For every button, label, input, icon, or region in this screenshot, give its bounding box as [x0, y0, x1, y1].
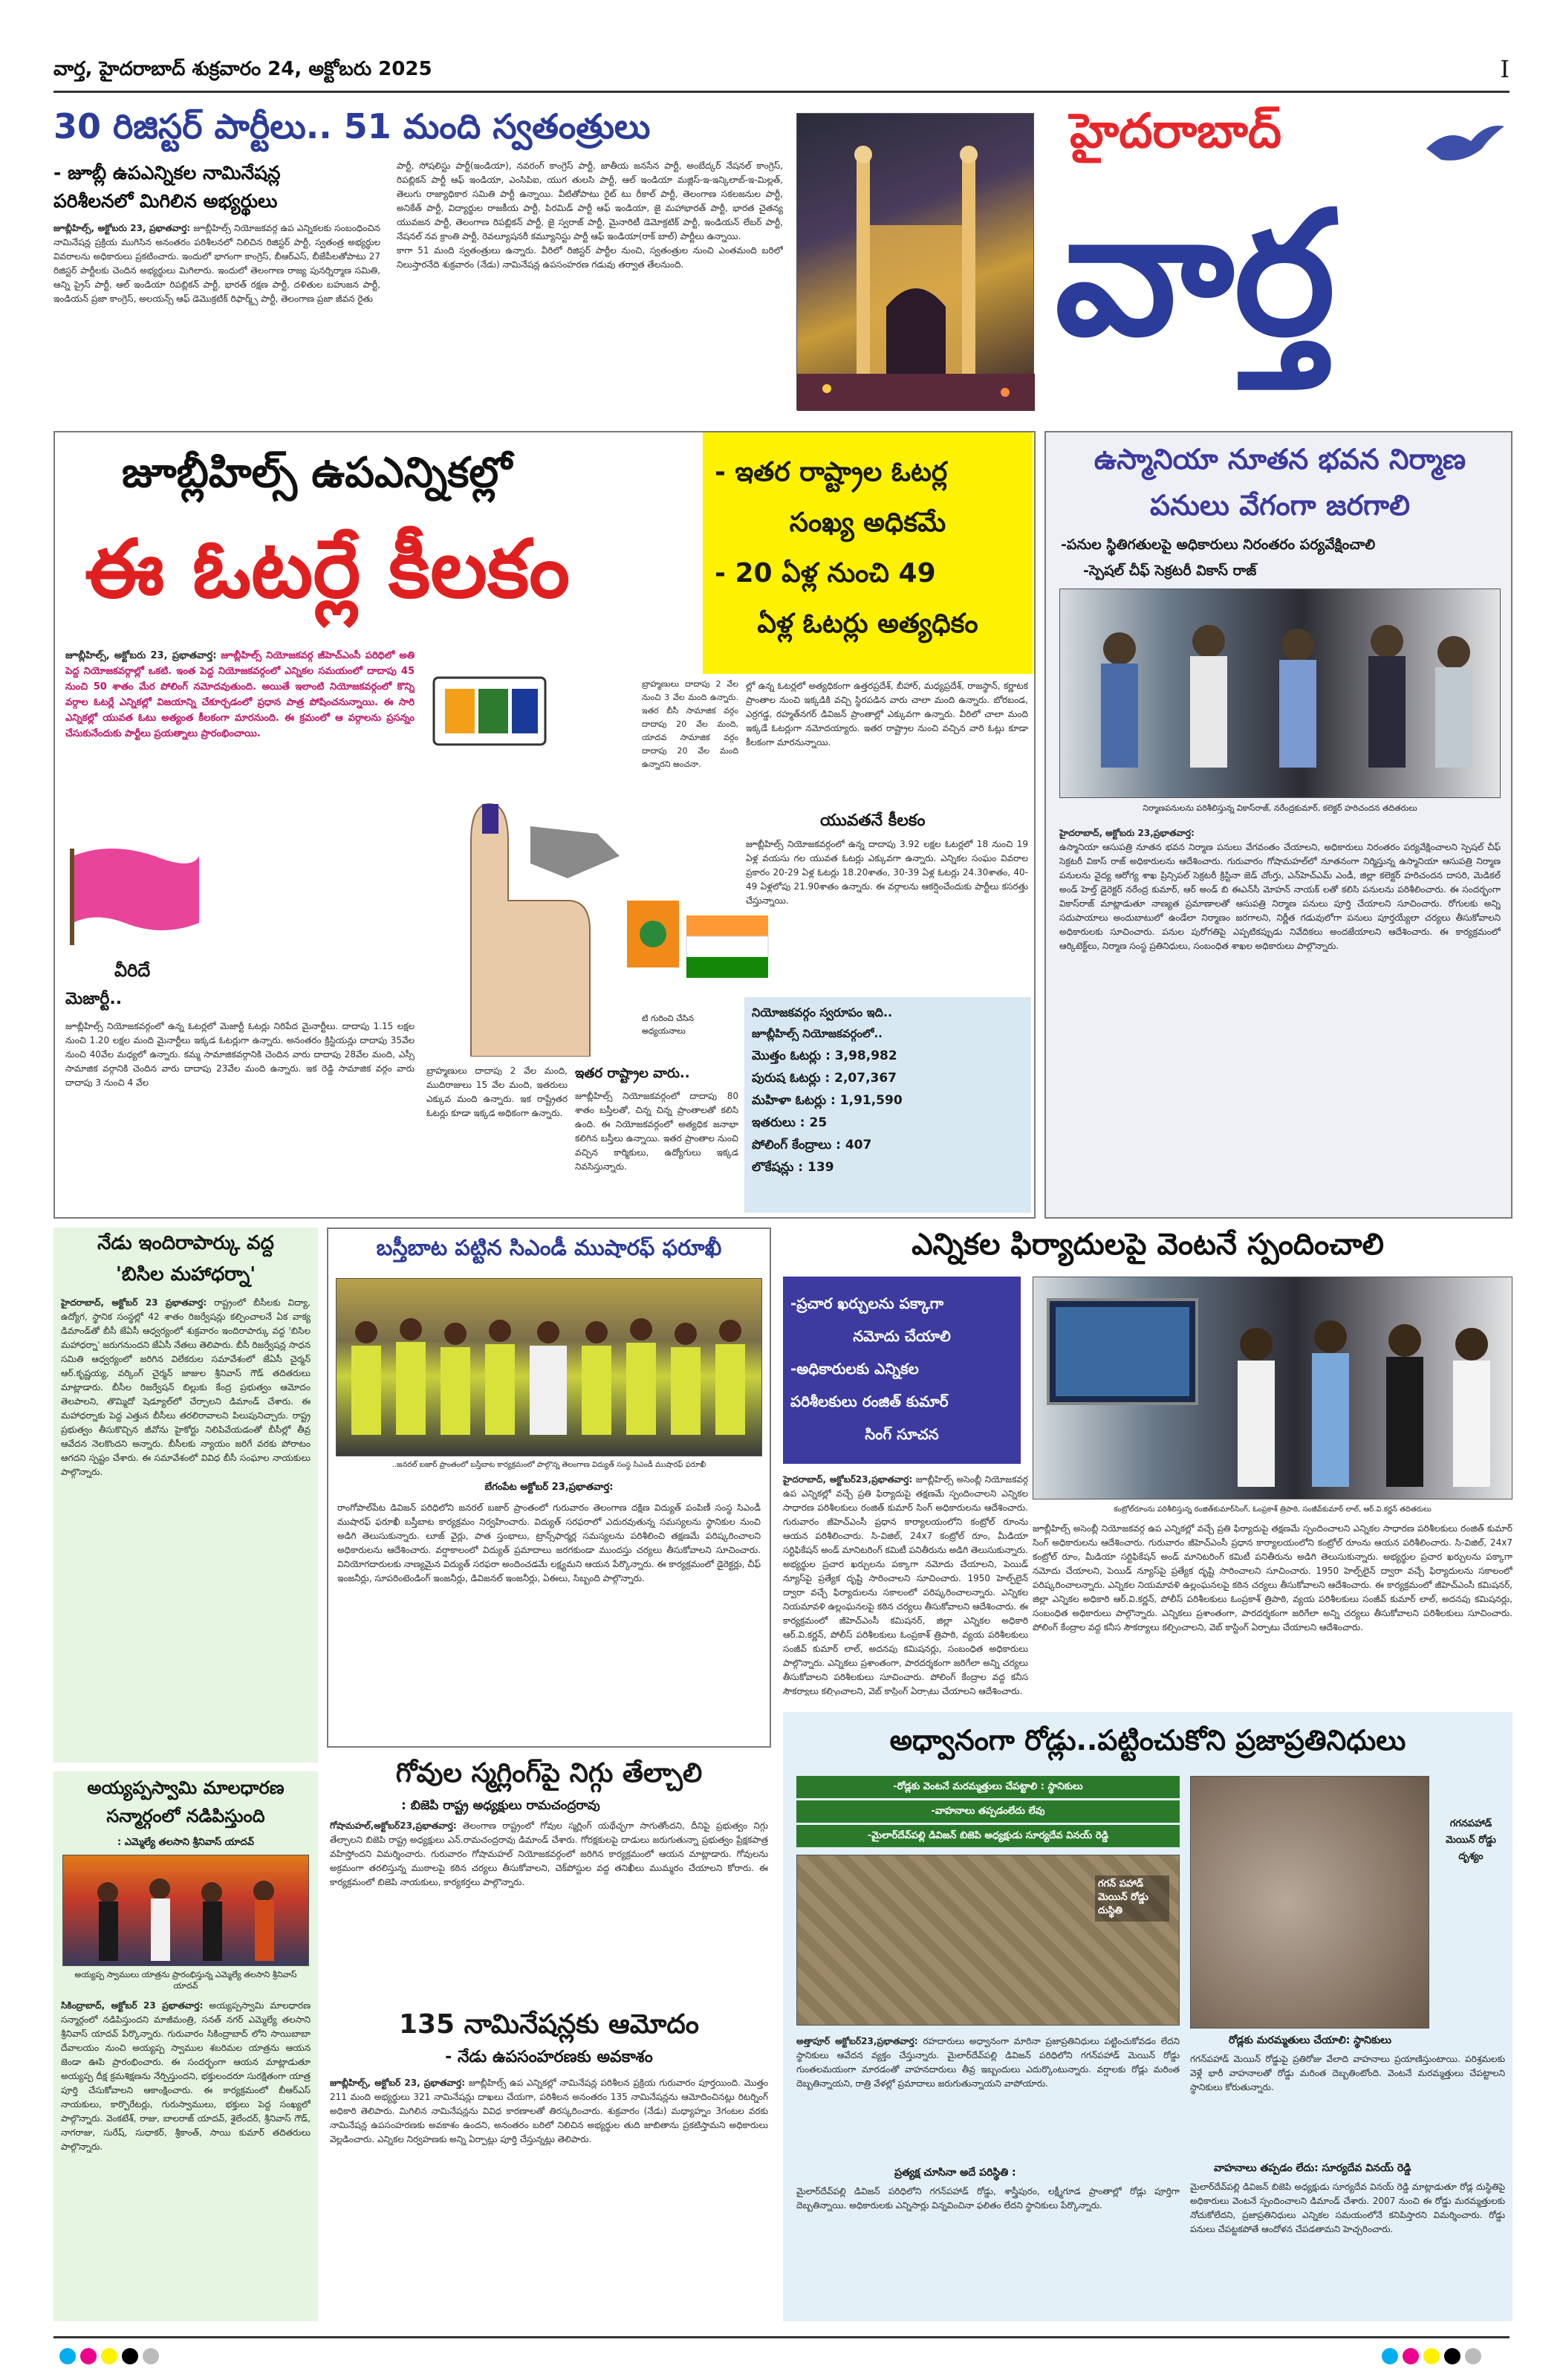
story2-subhead-other: ఇతర రాష్ట్రాల వారు..: [575, 1066, 690, 1081]
story3-headline1: ఉస్మానియా నూతన భవన నిర్మాణ: [1094, 443, 1466, 476]
story-election-complaints: [783, 1228, 1512, 1703]
story10-subhead2: రోడ్లకు మరమ్మతులు చేయాలి: స్థానికులు: [1229, 2034, 1391, 2046]
story1-headline: 30 రిజిస్టర్ పార్టీలు.. 51 మంది స్వతంత్రులు: [53, 106, 651, 146]
story-bad-roads: [783, 1712, 1512, 2321]
story10-body4: మైలార్‌దేవ్‌పల్లి డివిజన్ బిజెపి అధ్యక్షుడు సూర్యదేవ వినయ్ రెడ్డి మాట్లాడుతూ రోడ్ల దుస్థితిపై అధికారులు వెంటనే స్పందించాలని డిమాండ్ చేశారు. 2007 నుంచి ఈ రోడ్డు మరమ్మత్తులకు నోచుకోలేదని, ప్రజాప్రతినిధులు ఎన్నికల సమయంలోనే కనిపిస్తారని విమర్శించారు. రోడ్డు పనులు చేపట్టకపోతే ఆందోళన చేపడతామని హెచ్చరించారు.: [1190, 2182, 1505, 2234]
charminar-illustration: [797, 114, 1035, 411]
stats-row: పురుష ఓటర్లు : 2,07,367: [752, 1071, 897, 1086]
story1-col2: పార్టీ, సోషలిస్టు పార్టీ(ఇండియా), నవరంగ్ కాంగ్రెస్ పార్టీ, జాతీయ జనసేన పార్టీ, అంబేద్కర్ నేషనల్ కాంగ్రెస్, రిపబ్లికన్ పార్టీ ఆఫ్ ఇండియా, ఎంసిపిఐ, యుగ తులసి పార్టీ, ఆల్ ఇండియా మజ్లిస్-ఇ-ఇన్కిలాబ్-ఇ-మిల్లత్, తెలుగు రాజ్యాధికార సమితి పార్టీ ఉన్నాయి. వీటితోపాటు రైట్ టు రీకాల్ పార్టీ, తెలంగాణ సకలజనుల పార్టీ, అనికేత్ పార్టీ, విద్యార్థుల రాజకీయ పార్టీ, పిరమిడ్ పార్టీ ఆఫ్ ఇండియా, జై మహాభారత్ పార్టీ, భారత చైతన్య యువజన పార్టీ, తెలంగాణ రిపబ్లికన్ పార్టీ, జై స్వరాజ్ పార్టీ, మైనారిటీ డెమోక్రటిక్ పార్టీ, ఇండియన్ లేబర్ పార్టీ, నేషనల్ నవ క్రాంతి పార్టీ, రెవల్యూషనరీ కమ్యూనిస్టు పార్టీ ఆఫ్ ఇండియా(రాక్ బాల్) పార్టీలు ఉన్నాయి. కాగా 51 మంది స్వతంత్రులు ఉన్నారు. వీరిలో రిజిస్టర్ పార్టీల నుంచి, స్వతంత్రుల నుంచి ఎంతమంది బరిలో నిలుస్తారనేది శుక్రవారం (నేడు) నామినేషన్ల ఉపసంహరణ గడువు తర్వాత తేలనుంది.: [397, 160, 783, 270]
voting-graphic: [419, 655, 627, 1057]
story4-headline1: నేడు ఇందిరాపార్కు వద్ద: [97, 1232, 274, 1254]
reg-mark-yellow: [101, 2348, 117, 2364]
story10-tag-box: -రోడ్లకు వెంటనే మరమ్మత్తులు చేపట్టాలి : స్థానికులు -వాహనాలు తప్పడంలేదు లేవు -మైలార్‌దేవ్‌పల్లి డివిజన్ బిజెపి అధ్యక్షుడు సూర్యదేవ వినయ్ రెడ్డి: [796, 1776, 1180, 1849]
story-nominations: [327, 2006, 771, 2321]
story1-col1: జూబ్లీహిల్స్, అక్టోబరు 23, ప్రభాతవార్త: జూబ్లీహిల్స్ నియోజకవర్గ ఉప ఎన్నికలకు సంబంధించిన నామినేషన్ల ప్రక్రియ ముగిసిన అనంతరం పరిశీలనలో నిలిచిన రిజిస్టర్ పార్టీ, స్వతంత్ర అభ్యర్థుల వివరాలను అధికారులు ప్రకటించారు. ఇందులో భాగంగా కాంగ్రెస్, బీఆర్ఎస్, బీజేపీలతోపాటు 27 రిజిస్టర్ పార్టీలకు చెందిన అభ్యర్థులు మిగిలారు. ఇందులో తెలంగాణ రాజ్య పునర్నిర్మాణ సమితి, ఆన్ని ప్రైస్ పార్టీ, ఆల్ ఇండియా రిపబ్లికన్ పార్టీ, భారత్ రక్షణ పార్టీ, దళితుల బహుజన పార్టీ, ఇండియన్ ప్రజా కాంగ్రెస్, అలయన్స్ ఆఫ్ డెమొక్రటిక్ రిఫార్మ్స్ పార్టీ, తెలంగాణ ప్రజా జీవన రైతు: [53, 223, 380, 304]
story10-body: అత్తాపూర్ అక్టోబర్23,ప్రభాతవార్త: రహదారులు అధ్వానంగా మారినా ప్రజాప్రతినిధులు పట్టించుకోవడం లేదని స్థానికులు ఆవేదన వ్యక్తం చేస్తున్నారు. మైలార్‌దేవ్‌పల్లి డివిజన్ పరిధిలోని గగన్‌పహాడ్ మెయిన్ రోడ్డు గుంతలమయంగా మారడంతో వాహనదారులు తీవ్ర ఇబ్బందులు ఎదుర్కొంటున్నారు. వర్షాలకు రోడ్లు మరింత దెబ్బతిన్నాయని, రాత్రి వేళల్లో ప్రమాదాలు జరుగుతున్నాయని వాపోయారు.: [796, 2036, 1180, 2089]
reg-mark-magenta: [1403, 2348, 1419, 2364]
story4-headline2: 'బిసిల మహాధర్నా': [115, 1263, 256, 1285]
story9-photo-caption: కంట్రోల్‌రూంను పరిశీలిస్తున్న రంజిత్‌కుమార్‌సింగ్, ఓంప్రకాశ్ త్రిపాఠి, సంజీవ్‌కుమార్ లాల్, ఆర్.వి.కర్ణన్ తదితరులు: [1114, 1505, 1432, 1514]
story-registered-parties: [53, 104, 789, 416]
story2-headline1: జూబ్లీహిల్స్ ఉపఎన్నికల్లో: [122, 449, 513, 497]
story2-col-d: ల్లో ఉన్న ఓటర్లలో అత్యధికంగా ఉత్తరప్రదేశ్, బీహార్, మధ్యప్రదేశ్, రాజస్థాన్, కర్ణాటక ప్రాంతాల నుంచి ఇక్కడికి వచ్చి స్థిరపడిన వారు చాలా మంది ఉన్నారు. బోరబండ, ఎర్రగడ్డ, రహ్మత్‌నగర్ డివిజన్ ప్రాంతాల్లో ఎక్కువగా ఉన్నారు. వీరిలో చాలా మంది ఇక్కడే ఓటర్లుగా నమోదయ్యారు. ఇతర రాష్ట్రాల నుంచి వచ్చిన వారి ఓట్లు కూడా కీలకంగా మారనున్నాయి.: [746, 681, 1028, 748]
story8-headline: 135 నామినేషన్లకు ఆమోదం: [398, 2009, 700, 2040]
story2-col-b: బ్రాహ్మణులు దాదాపు 2 వేల నుంచి 3 వేల మంది ఉన్నారు. ఇతర బీసీ సామాజిక వర్గం దాదాపు 20 వేల మంది, యాదవ సామాజిక వర్గం దాదాపు 20 వేల మంది ఉన్నారని అంచనా.: [642, 679, 738, 769]
people-inspection-illustration: [1060, 589, 1501, 799]
story9-body-cont: జూబ్లీహిల్స్ అసెంబ్లీ నియోజకవర్గ ఉప ఎన్నికల్లో వచ్చే ప్రతి ఫిర్యాదుపై తక్షణమే స్పందించాలని ఎన్నికల సాధారణ పరిశీలకులు రంజిత్ కుమార్ సింగ్ అధికారులను ఆదేశించారు. గురువారం జీహెచ్ఎంసీ ప్రధాన కార్యాలయంలోని కంట్రోల్ రూంను ఆయన పరిశీలించారు. సి-విజిల్, 24x7 కంట్రోల్ రూం, మీడియా సర్టిఫికేషన్ అండ్ మానిటరింగ్ కమిటీ పనితీరును అడిగి తెలుసుకున్నారు. అభ్యర్థుల ప్రచార ఖర్చులను పక్కాగా నమోదు చేయాలని, పెయిడ్ న్యూస్‌పై ప్రత్యేక దృష్టి సారించాలని సూచించారు. 1950 హెల్ప్‌లైన్ ద్వారా వచ్చే ఫిర్యాదులను సకాలంలో పరిష్కరించాలన్నారు. ఎన్నికల నియమావళి ఉల్లంఘనలపై కఠిన చర్యలు తీసుకోవాలని ఆదేశించారు. ఈ కార్యక్రమంలో జీహెచ్ఎంసీ కమిషనర్, జిల్లా ఎన్నికల అధికారి ఆర్.వి.కర్ణన్, పోలీస్ పరిశీలకులు ఓంప్రకాశ్ త్రిపాఠి, వ్యయ పరిశీలకులు సంజీవ్ కుమార్ లాల్, అదనపు కమిషనర్లు, సంబంధిత అధికారులు పాల్గొన్నారు. ఎన్నికలు ప్రశాంతంగా, పారదర్శకంగా జరిగేలా అన్ని చర్యలు తీసుకోవాలని పరిశీలకులు సూచించారు. పోలింగ్ కేంద్రాల వద్ద కనీస సౌకర్యాలు కల్పించాలని, వెబ్ కాస్టింగ్ ఏర్పాటు చేయాలని ఆదేశించారు.: [1033, 1523, 1512, 1632]
footer-rule: [53, 2336, 1510, 2338]
stats-row: లొకేషన్లు : 139: [752, 1160, 834, 1175]
reg-mark-grey: [1465, 2348, 1481, 2364]
pink-flag-icon: [65, 841, 207, 945]
page-number: I: [1500, 55, 1510, 83]
story2-subhead-veerede: వీరిదే: [114, 960, 151, 981]
story10-body2: మైలార్‌దేవ్‌పల్లి డివిజన్ పరిధిలోని గగన్‌పహాడ్ రోడ్డు, శాస్త్రీపురం, లక్ష్మీగూడ ప్రాంతాల్లో రోడ్లు పూర్తిగా దెబ్బతిన్నాయి. అధికారులకు ఎన్నిసార్లు విన్నవించినా ఫలితం లేదని స్థానికులు పేర్కొన్నారు.: [796, 2186, 1180, 2211]
reg-mark-yellow: [1423, 2348, 1440, 2364]
story9-headline: ఎన్నికల ఫిర్యాదులపై వెంటనే స్పందించాలి: [912, 1228, 1384, 1262]
story2-col-f: జూబ్లీహిల్స్ నియోజకవర్గంలో దాదాపు 80 శాతం బస్తీలతో, చిన్న చిన్న ప్రాంతాలతో కలిసి ఉంది. ఈ నియోజకవర్గంలో అత్యధిక జనాభా కలిగిన బస్తీలు ఉన్నాయి. ఇతర ప్రాంతాల నుంచి వచ్చిన కార్మికులు, ఉద్యోగులు ఇక్కడ నివసిస్తున్నారు.: [575, 1091, 738, 1172]
pink-flag-graphic: [65, 841, 207, 945]
control-room-illustration: [1033, 1277, 1513, 1500]
masthead-name: వార్త: [1055, 175, 1336, 374]
story3-photo: [1059, 588, 1501, 798]
dove-icon: [1419, 119, 1508, 171]
story8-sub: - నేడు ఉపసంహరణకు అవకాశం: [445, 2048, 653, 2066]
story5-headline1: అయ్యప్పస్వామి మాలధారణ: [87, 1777, 285, 1798]
story2-subhead-youth: యువతనే కీలకం: [820, 811, 926, 830]
story10-subhead1: ప్రత్యక్ష చూసినా అదే పరిస్థితి :: [894, 2167, 1016, 2179]
story5-sub: : ఎమ్మెల్యే తలసాని శ్రీనివాస్ యాదవ్: [117, 1837, 254, 1848]
story-cmd-basthibata: [327, 1228, 771, 1748]
registration-marks-left: [59, 2348, 208, 2370]
page-header: [53, 55, 1510, 89]
story7-sub: : బిజెపి రాష్ట్ర అధ్యక్షులు రామచంద్రరావు: [401, 1798, 600, 1813]
story9-photo: [1033, 1277, 1512, 1499]
story5-body: సికింద్రాబాద్, అక్టోబర్ 23 ప్రభాతవార్త: అయ్యప్పస్వామి మాలధారణ సన్మార్గంలో నడిపిస్తుందని మాజీమంత్రి, సనత్ నగర్ ఎమ్మెల్యే తలసాని శ్రీనివాస్ యాదవ్ పేర్కొన్నారు. గురువారం సికింద్రాబాద్ లోని సాయిబాబా దేవాలయం నుంచి అయ్యప్ప స్వాముల శబరిమల యాత్రను ఆయన జెండా ఊపి ప్రారంభించారు. ఈ సందర్భంగా ఆయన మాట్లాడుతూ అయ్యప్ప దీక్ష క్రమశిక్షణను నేర్పిస్తుందని, భక్తులందరూ సురక్షితంగా యాత్ర పూర్తి చేసుకోవాలని ఆకాంక్షించారు. ఈ కార్యక్రమంలో బీఆర్ఎస్ నాయకులు, కార్పొరేటర్లు, గురుస్వాములు, భక్తులు పెద్ద సంఖ్యలో పాల్గొన్నారు. వెంకటేశ్, రాజు, బాలరాజ్ యాదవ్, శైలేందర్, శ్రీనివాస్ గౌడ్, నాగరాజు, సురేష్, సుధాకర్, శ్రీకాంత్, సాయి కుమార్ తదితరులు పాల్గొన్నారు.: [61, 2000, 311, 2152]
story10-subhead3: వాహనాలు తప్పడం లేదు: సూర్యదేవ వినయ్ రెడ్డి: [1214, 2162, 1411, 2174]
story6-dateline: బేగంపేట అక్టోబర్ 23,ప్రభాతవార్త:: [484, 1482, 614, 1493]
story1-subhead: - జూబ్లీ ఉపఎన్నికల నామినేషన్ల పరిశీలనలో మిగిలిన అభ్యర్థులు: [53, 162, 281, 212]
story2-lead: జూబ్లీహిల్స్, అక్టోబరు 23, ప్రభాతవార్త: జూబ్లీహిల్స్ నియోజకవర్గ జీహెచ్ఎంసీ పరిధిలో అతి పెద్ద నియోజకవర్గాల్లో ఒకటి. ఇంత పెద్ద నియోజకవర్గంలో ఎన్నికల సమయంలో దాదాపు 45 నుంచి 50 శాతం మేర పోలింగ్ నమోదవుతుంది. అయితే ఇలాంటి నియోజకవర్గంలో కొన్ని వర్గాల ఓటర్లే ఎన్నికల్లో విజయాన్ని చేకూర్చడంలో ప్రధాన పాత్ర పోషించనున్నాయి. ఈ సారి ఎన్నికల్లో యువత ఓటు అత్యంత కీలకంగా మారనుంది. ఈ క్రమంలో ఆ వర్గాలను ప్రసన్నం చేసుకునేందుకు పార్టీలు ప్రయత్నాలు ప్రారంభించాయి.: [65, 650, 415, 739]
ayyappa-devotees-illustration: [63, 1855, 310, 1967]
header-rule: [53, 91, 1510, 93]
story10-photo2: [1190, 1776, 1429, 2029]
story9-body: హైదరాబాద్, అక్టోబర్23,ప్రభాతవార్త: జూబ్లీహిల్స్ అసెంబ్లీ నియోజకవర్గ ఉప ఎన్నికల్లో వచ్చే ప్రతి ఫిర్యాదుపై తక్షణమే స్పందించాలని ఎన్నికల సాధారణ పరిశీలకులు రంజిత్ కుమార్ సింగ్ అధికారులను ఆదేశించారు. గురువారం జీహెచ్ఎంసీ ప్రధాన కార్యాలయంలోని కంట్రోల్ రూంను ఆయన పరిశీలించారు. సి-విజిల్, 24x7 కంట్రోల్ రూం, మీడియా సర్టిఫికేషన్ అండ్ మానిటరింగ్ కమిటీ పనితీరును అడిగి తెలుసుకున్నారు. అభ్యర్థుల ప్రచార ఖర్చులను పక్కాగా నమోదు చేయాలని, పెయిడ్ న్యూస్‌పై ప్రత్యేక దృష్టి సారించాలని సూచించారు. 1950 హెల్ప్‌లైన్ ద్వారా వచ్చే ఫిర్యాదులను సకాలంలో పరిష్కరించాలన్నారు. ఎన్నికల నియమావళి ఉల్లంఘనలపై కఠిన చర్యలు తీసుకోవాలని ఆదేశించారు. ఈ కార్యక్రమంలో జీహెచ్ఎంసీ కమిషనర్, జిల్లా ఎన్నికల అధికారి ఆర్.వి.కర్ణన్, పోలీస్ పరిశీలకులు ఓంప్రకాశ్ త్రిపాఠి, వ్యయ పరిశీలకులు సంజీవ్ కుమార్ లాల్, అదనపు కమిషనర్లు, సంబంధిత అధికారులు పాల్గొన్నారు. ఎన్నికలు ప్రశాంతంగా, పారదర్శకంగా జరిగేలా అన్ని చర్యలు తీసుకోవాలని పరిశీలకులు సూచించారు. పోలింగ్ కేంద్రాల వద్ద కనీస సౌకర్యాలు కల్పించాలని, వెబ్ కాస్టింగ్ ఏర్పాటు చేయాలని ఆదేశించారు.: [783, 1474, 1028, 1696]
story6-photo-caption: ..జనరల్ బజార్ ప్రాంతంలో బస్తీబాట కార్యక్రమంలో పాల్గొన్న తెలంగాణ విద్యుత్ సంస్థ సిఎండీ ముషారఫ్ ఫరూఖీ: [391, 1461, 706, 1469]
story-osmania: [1044, 431, 1512, 1219]
story-key-voters: [53, 431, 1036, 1219]
story2-col-a: జూబ్లీహిల్స్ నియోజకవర్గంలో ఉన్న ఓటర్లలో మెజార్టీ ఓటర్లు నిరిపేద మైనార్టీలు. దాదాపు 1.15 లక్షల నుంచి 1.20 లక్షల మంది మైనార్టీలు ఇక్కడ ఓటర్లుగా ఉన్నారు. అనంతరం క్రిస్టియన్లు దాదాపు 35వేల నుంచి 40వేల మధ్యలో ఉన్నారు. కమ్మ సామాజికవర్గానికి చెందిన వారు దాదాపు 28వేల మంది, ఎస్సీ సామాజిక వర్గానికి చెందిన వారు దాదాపు 23వేల మంది ఉన్నారు. ఇక రెడ్డి సామాజిక వర్గం వారు దాదాపు 3 నుంచి 4 వేల: [65, 1021, 415, 1088]
story3-sub2: -స్పెషల్ చీఫ్ సెక్రటరీ వికాస్ రాజ్: [1083, 562, 1257, 579]
story4-body: హైదరాబాద్, అక్టోబర్ 23 ప్రభాతవార్త: రాష్ట్రంలో బీసీలకు విద్యా, ఉద్యోగ, స్థానిక సంస్థల్లో 42 శాతం రిజర్వేషన్లు కల్పించాలనే ఏక వాక్య డిమాండ్‌తో బీసీ జేఏసీ ఆధ్వర్యంలో శుక్రవారం ఇందిరాపార్కు వద్ద 'బిసిల మహాధర్నా' జరుగనుందని జేఏసీ నేతలు తెలిపారు. బీసీ రిజర్వేషన్ల సాధన సమితి ఆధ్వర్యంలో జరిగిన విలేకరుల సమావేశంలో జేఏసీ చైర్మన్ ఆర్.కృష్ణయ్య, వర్కింగ్ చైర్మన్ జాజుల శ్రీనివాస్ గౌడ్ తదితరులు మాట్లాడారు. బీసీల రిజర్వేషన్ బిల్లుకు కేంద్ర ప్రభుత్వం ఆమోదం తెలపాలని, తొమ్మిదో షెడ్యూల్‌లో చేర్చాలని డిమాండ్ చేశారు. ఈ మహాధర్నాకు పెద్ద ఎత్తున బీసీలు తరలిరావాలని పిలుపునిచ్చారు. రాష్ట్ర ప్రభుత్వం తీసుకొచ్చిన జీవోను హైకోర్టు నిలిపివేయడంతో బీసీల్లో తీవ్ర ఆవేదన నెలకొందని అన్నారు. బీసీలకు న్యాయం జరిగే వరకు పోరాటం ఆగదని స్పష్టం చేశారు. ఈ సమావేశంలో వివిధ బీసీ సంఘాల నాయకులు పాల్గొన్నారు.: [61, 1297, 311, 1477]
stats-row: మహిళా ఓటర్లు : 1,91,590: [752, 1093, 903, 1108]
workers-group-illustration: [337, 1279, 763, 1457]
story3-sub1: -పనుల స్థితిగతులపై అధికారులు నిరంతరం పర్యవేక్షించాలి: [1061, 536, 1376, 553]
story10-body3: గగన్‌పహాడ్ మెయిన్ రోడ్డుపై ప్రతిరోజు వేలాది వాహనాలు ప్రయాణిస్తుంటాయి. పరిశ్రమలకు వెళ్లే భారీ వాహనాలతో రోడ్డు మరింత దెబ్బతింటోంది. వెంటనే మరమ్మత్తులు చేపట్టాలని స్థానికులు కోరుతున్నారు.: [1190, 2054, 1505, 2092]
story-ayyappa: [53, 1771, 318, 2321]
story2-col-e: జూబ్లీహిల్స్ నియోజకవర్గంలో ఉన్న దాదాపు 3.92 లక్షల ఓటర్లలో 18 నుంచి 19 ఏళ్ల వయసు గల యువత ఓటర్లు ఎక్కువగా ఉన్నారు. ఎన్నికల సంఘం వివరాల ప్రకారం 20-29 ఏళ్ల ఓటర్లు 18.20శాతం, 30-39 ఏళ్ల ఓటర్లు 24.30శాతం, 40-49 ఏళ్లలోపు 21.90శాతం ఉన్నారు. ఈ వర్గాలను ఆకర్షించేందుకు పార్టీలు కసరత్తు చేస్తున్నాయి.: [746, 839, 1028, 906]
registration-marks-right: [1382, 2348, 1530, 2370]
story6-body: రాంగోపాల్‌పేట డివిజన్ పరిధిలోని జనరల్ బజార్ ప్రాంతంలో గురువారం తెలంగాణ దక్షిణ విద్యుత్ పంపిణీ సంస్థ సిఎండీ ముషారఫ్ ఫరూఖీ బస్తీబాట కార్యక్రమం నిర్వహించారు. విద్యుత్ సరఫరాలో ఎదురవుతున్న సమస్యలను స్థానికుల నుంచి అడిగి తెలుసుకున్నారు. లూజ్ వైర్లు, పాత స్తంభాలు, ట్రాన్స్‌ఫార్మర్ల సమస్యలను పరిశీలించి తక్షణమే పరిష్కరించాలని అధికారులను ఆదేశించారు. వర్షాకాలంలో విద్యుత్ ప్రమాదాలు జరగకుండా ముందస్తు చర్యలు తీసుకోవాలని సూచించారు. వినియోగదారులకు నాణ్యమైన విద్యుత్ సరఫరా అందించడమే లక్ష్యమని ఆయన పేర్కొన్నారు. ఈ కార్యక్రమంలో డైరెక్టర్లు, చీఫ్ ఇంజనీర్లు, సూపరింటెండింగ్ ఇంజనీర్లు, డివిజనల్ ఇంజనీర్లు, ఏఈలు, సిబ్బంది పాల్గొన్నారు.: [337, 1502, 761, 1583]
story3-photo-caption: నిర్మాణపనులను పరిశీలిస్తున్న వికాస్‌రాజ్, నరేంద్రకుమార్, కలెక్టర్ హరిచందన తదితరులు: [1143, 803, 1417, 813]
edition-line: వార్త, హైదరాబాద్ శుక్రవారం 24, అక్టోబరు 2025: [53, 58, 432, 80]
charminar-photo: [796, 113, 1034, 410]
story-bc-dharna: [53, 1228, 318, 1763]
story2-subhead-majority: మెజార్టీ..: [65, 990, 123, 1008]
reg-mark-black: [1444, 2348, 1460, 2364]
story6-photo: [336, 1278, 762, 1456]
reg-mark-cyan: [59, 2348, 76, 2364]
story3-headline2: పనులు వేగంగా జరగాలి: [1150, 489, 1410, 522]
story7-body: గోషామహల్,అక్టోబర్23,ప్రభాతవార్త: తెలంగాణ రాష్ట్రంలో గోవుల స్మగ్లింగ్ యథేచ్ఛగా సాగుతోందని, దీనిపై ప్రభుత్వం నిగ్గు తేల్చాలని బిజెపి రాష్ట్ర అధ్యక్షులు ఎన్.రామచంద్రరావు డిమాండ్ చేశారు. గోరక్షకులపై దాడులు జరుగుతున్నా ప్రభుత్వం ప్రేక్షకపాత్ర వహిస్తోందని విమర్శించారు. గురువారం గోషామహల్ నియోజకవర్గంలో జరిగిన కార్యక్రమంలో ఆయన మాట్లాడారు. గోవులను అక్రమంగా తరలిస్తున్న ముఠాలపై కఠిన చర్యలు తీసుకోవాలని, చెక్‌పోస్టుల వద్ద తనిఖీలు ముమ్మరం చేయాలని కోరారు. ఈ కార్యక్రమంలో బిజెపి నాయకులు, కార్యకర్తలు పాల్గొన్నారు.: [330, 1820, 768, 1887]
story9-sub-box: -ప్రచార ఖర్చులను పక్కాగా నమోదు చేయాలి -అధికారులకు ఎన్నికల పరిశీలకులు రంజిత్ కుమార్ సింగ్ సూచన: [783, 1277, 1021, 1464]
story5-photo-caption: అయ్యప్ప స్వాములు యాత్రను ప్రారంభిస్తున్న ఎమ్మెల్యే తలసాని శ్రీనివాస్ యాదవ్: [74, 1970, 297, 1991]
story10-photo1-caption: గగన్ పహాడ్ మెయిన్ రోడ్డు దుస్థితి: [1095, 1875, 1169, 1922]
story5-headline2: సన్మార్గంలో నడిపిస్తుంది: [106, 1806, 265, 1826]
story6-headline: బస్తీబాట పట్టిన సిఎండీ ముషారఫ్ ఫరూఖీ: [376, 1235, 722, 1260]
story3-body: హైదరాబాద్, అక్టోబరు 23,ప్రభాతవార్త: ఉస్మానియా ఆసుపత్రి నూతన భవన నిర్మాణ పనులు వేగవంతం చేయాలని, అధికారులు నిరంతరం పర్యవేక్షించాలని స్పెషల్ చీఫ్ సెక్రటరీ వికాస్ రాజ్ అధికారులను ఆదేశించారు. గురువారం గోషామహల్‌లో నూతనంగా నిర్మిస్తున్న ఉస్మానియా ఆసుపత్రి నిర్మాణ పనులను వైద్య ఆరోగ్య శాఖ ప్రిన్సిపల్ సెక్రటరీ క్రిస్టినా జెడ్ చోంగ్తు, ఎన్‌హెచ్ఎమ్ ఎండీ, జిల్లా కలెక్టర్ హరిచందన దాసరి, మెడికల్ అండ్ హెల్త్ డైరెక్టర్ నరేంద్ర కుమార్, ఆర్ అండ్ బి ఈఎన్‌సీ మోహన్ నాయక్ లతో కలిసి పనులను పరిశీలించారు. ఈ సందర్భంగా వికాస్‌రాజ్ మాట్లాడుతూ నాణ్యత ప్రమాణాలతో ఆసుపత్రి నిర్మాణ పనులు పూర్తి చేయాలని సూచించారు. రోగులకు అన్ని సదుపాయాలు అందుబాటులో ఉండేలా నిర్మాణం జరగాలని, నిర్ణీత గడువులోగా పనులు పూర్తయ్యేలా చర్యలు తీసుకోవాలని అధికారులకు సూచించారు. పనుల పురోగతిపై ఎప్పటికప్పుడు నివేదికలు అందజేయాలని ఆదేశించారు. ఈ కార్యక్రమంలో ఆర్కిటెక్ట్‌లు, నిర్మాణ సంస్థ ప్రతినిధులు, సంబంధిత శాఖల అధికారులు పాల్గొన్నారు.: [1059, 828, 1501, 951]
masthead-city: హైదరాబాద్: [1070, 104, 1282, 159]
story2-col-c: బ్రాహ్మణులు దాదాపు 2 వేల మంది, ముదిరాజులు 15 వేల మంది, ఇతరులు ఎక్కువ మంది ఉన్నారు. ఇక రాష్ట్రేతర ఓటర్లు కూడా ఇక్కడ అధికంగా ఉన్నారు.: [426, 1066, 568, 1118]
story2-side-box: - ఇతర రాష్ట్రాల ఓటర్ల సంఖ్య అధికమే - 20 ఏళ్ల నుంచి 49 ఏళ్ల ఓటర్లు అత్యధికం: [703, 432, 1033, 674]
story5-photo: [62, 1855, 309, 1966]
stats-row: పోలింగ్ కేంద్రాలు : 407: [752, 1138, 872, 1152]
story-cow-smuggling: [327, 1755, 771, 2000]
reg-mark-black: [122, 2348, 138, 2364]
voting-illustration: [419, 655, 627, 1057]
reg-mark-magenta: [80, 2348, 97, 2364]
stats-row: మొత్తం ఓటర్లు : 3,98,982: [752, 1048, 897, 1063]
reg-mark-grey: [143, 2348, 159, 2364]
story10-photo2-caption: గగనపహాడ్ మెయిన్ రోడ్డు దృశ్యం: [1446, 1818, 1496, 1862]
stats-row: ఇతరులు : 25: [752, 1115, 828, 1130]
story10-headline: అధ్వానంగా రోడ్లు..పట్టించుకోని ప్రజాప్రతినిధులు: [889, 1724, 1406, 1757]
story2-stats-box: నియోజకవర్గం స్వరూపం ఇది.. జూబ్లీహిల్స్ నియోజకవర్గంలో.. మొత్తం ఓటర్లు : 3,98,982 పురుష ఓటర్లు : 2,07,367 మహిళా ఓటర్లు : 1,91,590 ఇతరులు : 25 పోలింగ్ కేంద్రాలు : 407 లొకేషన్లు : 139: [744, 997, 1031, 1213]
stats-row: జూబ్లీహిల్స్ నియోజకవర్గంలో..: [752, 1027, 883, 1040]
reg-mark-cyan: [1382, 2348, 1398, 2364]
story2-headline2: ఈ ఓటర్లే కీలకం: [85, 523, 570, 616]
masthead: [1040, 104, 1515, 416]
story7-headline: గోవుల స్మగ్లింగ్‌పై నిగ్గు తేల్చాలి: [395, 1758, 703, 1789]
story8-body: జూబ్లీహిల్స్, అక్టోబర్ 23, ప్రభాతవార్త: జూబ్లీహిల్స్ ఉప ఎన్నికల్లో నామినేషన్ల పరిశీలన ప్రక్రియ గురువారం పూర్తయింది. మొత్తం 211 మంది అభ్యర్థులు 321 నామినేషన్లు దాఖలు చేయగా, పరిశీలన అనంతరం 135 నామినేషన్లను ఆమోదించినట్లు రిటర్నింగ్ అధికారి తెలిపారు. మిగిలిన నామినేషన్లను వివిధ కారణాలతో తిరస్కరించారు. శుక్రవారం (నేడు) మధ్యాహ్నం 3గంటల వరకు నామినేషన్ల ఉపసంహరణకు అవకాశం ఉందని, అనంతరం బరిలో నిలిచిన అభ్యర్థుల తుది జాబితాను ప్రకటిస్తామని అధికారులు వెల్లడించారు. ఎన్నికల నిర్వహణకు అన్ని ఏర్పాట్లు పూర్తి చేస్తున్నట్లు తెలిపారు.: [330, 2078, 768, 2144]
story2-fig-caption: టి గురించి చేసిన అధ్యయనాలు: [642, 1014, 695, 1036]
